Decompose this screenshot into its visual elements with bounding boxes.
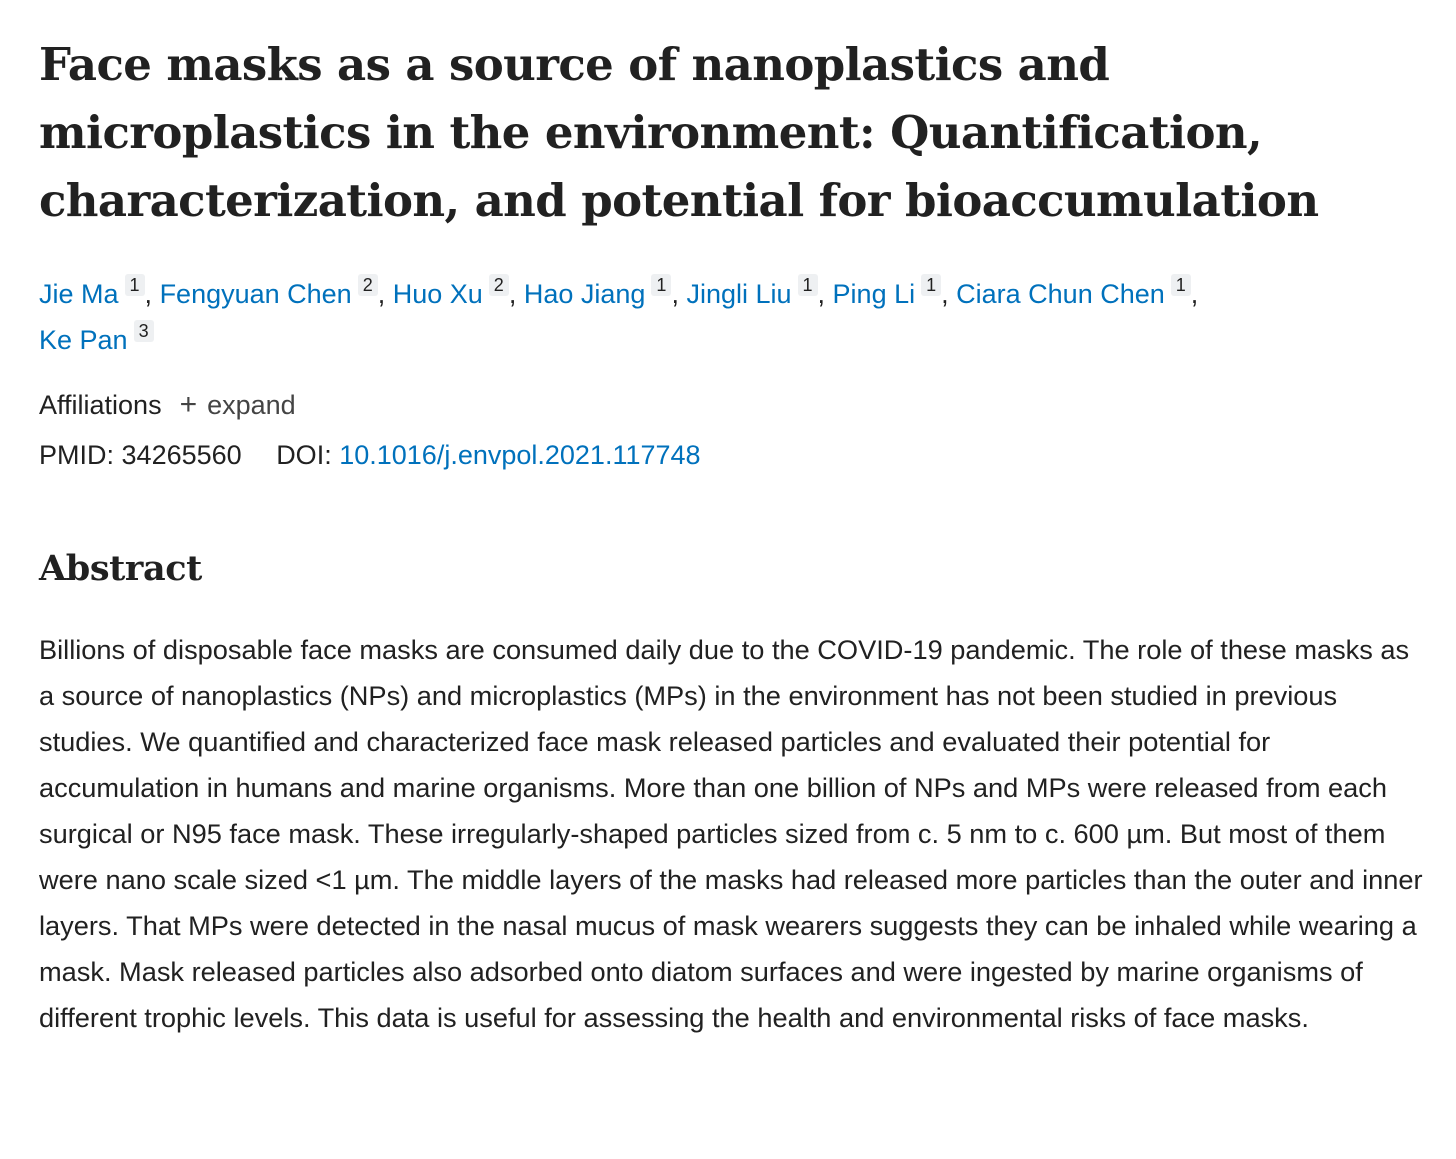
affiliation-number[interactable]: 1 <box>1171 274 1191 296</box>
author-link[interactable]: Jie Ma <box>39 279 119 309</box>
author-link[interactable]: Huo Xu <box>392 279 483 309</box>
affiliation-number[interactable]: 1 <box>651 274 671 296</box>
author-link[interactable]: Ping Li <box>832 279 916 309</box>
expand-affiliations-button[interactable] <box>180 383 296 427</box>
affiliation-number[interactable]: 3 <box>134 320 154 342</box>
abstract-text: Billions of disposable face masks are consumed daily due to the COVID-19 pandemic. The role of these masks as a source of nanoplastics (NPs) and microplastics (MPs) in the environment has not been studied in previous studies. We quantified and characterized face mask released particles and evaluated their potential for accumulation in humans and marine organisms. More than one billion of NPs and MPs were released from each surgical or N95 face mask. These irregularly-shaped particles sized from c. 5 nm to c. 600 µm. But most of them were nano scale sized <1 µm. The middle layers of the masks had released more particles than the outer and inner layers. That MPs were detected in the nasal mucus of mask wearers suggests they can be inhaled while wearing a mask. Mask released particles also adsorbed onto diatom surfaces and were ingested by marine organisms of different trophic levels. This data is useful for assessing the health and environmental risks of face masks. <box>39 634 1423 1033</box>
author-link[interactable]: Ciara Chun Chen <box>956 279 1165 309</box>
doi-label: DOI: <box>276 440 332 470</box>
affiliations-label: Affiliations <box>39 390 162 420</box>
article-title: Face masks as a source of nanoplastics and microplastics in the environment: Quantification, characterization, and potential for bioaccumulation <box>39 38 1319 227</box>
pmid-label: PMID: <box>39 440 115 470</box>
author-link[interactable]: Hao Jiang <box>523 279 646 309</box>
affiliation-number[interactable]: 1 <box>798 274 818 296</box>
abstract-heading: Abstract <box>39 548 202 589</box>
author-link[interactable]: Ke Pan <box>39 325 128 355</box>
plus-icon: + <box>179 388 198 421</box>
affiliation-number[interactable]: 1 <box>921 274 941 296</box>
doi-link[interactable]: 10.1016/j.envpol.2021.117748 <box>339 440 701 470</box>
affiliations-row <box>39 383 1429 427</box>
article-page <box>39 0 1429 1041</box>
expand-label: expand <box>207 390 296 420</box>
affiliation-number[interactable]: 1 <box>125 274 145 296</box>
author-list: Jie Ma 1 , Fengyuan Chen 2 , Huo Xu 2 , Hao Jiang 1 , Jingli Liu 1 , Ping Li 1 , Ciara Chun Chen 1 , Ke Pan 3 <box>39 275 1199 355</box>
author-link[interactable]: Jingli Liu <box>686 279 792 309</box>
author-link[interactable]: Fengyuan Chen <box>159 279 352 309</box>
affiliation-number[interactable]: 2 <box>358 274 378 296</box>
pmid-value: 34265560 <box>121 440 242 470</box>
affiliation-number[interactable]: 2 <box>489 274 509 296</box>
identifiers-row <box>39 433 1429 477</box>
